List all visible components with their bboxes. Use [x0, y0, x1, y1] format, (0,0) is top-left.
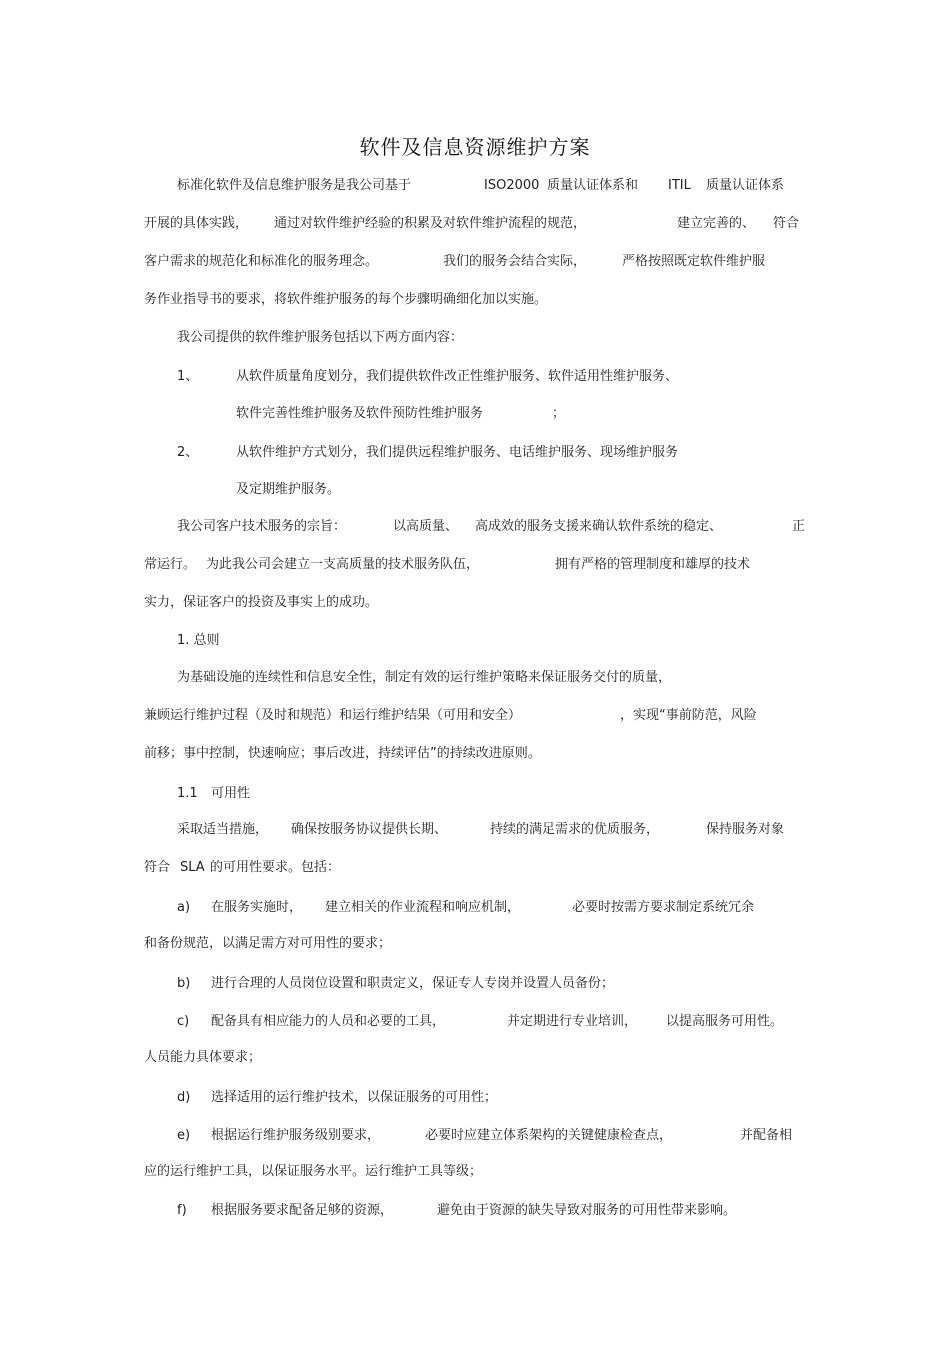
- intro-line1-part1: 标准化软件及信息维护服务是我公司基于: [177, 178, 412, 193]
- general-line2-part2: ，实现“事前防范，风险: [620, 708, 757, 723]
- item-d-label: d): [177, 1090, 191, 1105]
- intro-line1-iso: ISO2000: [484, 178, 540, 193]
- item-e-line2: 应的运行维护工具，以保证服务水平。运行维护工具等级；: [144, 1164, 483, 1179]
- item-e-line1-part3: 并配备相: [740, 1128, 793, 1143]
- availability-line1-part4: 保持服务对象: [706, 822, 785, 837]
- intro-line2-part1: 开展的具体实践，: [144, 216, 249, 231]
- services-item1-line2: 软件完善性维护服务及软件预防性维护服务: [236, 406, 484, 421]
- section-general-heading: 1. 总则: [177, 633, 220, 648]
- item-c-line1-part1: 配备具有相应能力的人员和必要的工具，: [211, 1014, 446, 1029]
- availability-line2-part2: 的可用性要求。包括：: [210, 860, 341, 875]
- intro-line2-part3: 建立完善的、: [677, 216, 756, 231]
- section-availability-heading: 可用性: [211, 786, 251, 801]
- intro-line1-itil: ITIL: [668, 178, 691, 193]
- intro-line1-part2: 质量认证体系和: [547, 178, 639, 193]
- intro-line1-part3: 质量认证体系: [706, 178, 785, 193]
- services-item2-number: 2、: [177, 445, 199, 460]
- item-a-line1-part2: 建立相关的作业流程和响应机制，: [325, 900, 521, 915]
- availability-line2-part1: 符合: [144, 860, 171, 875]
- services-item1-line1: 从软件质量角度划分，我们提供软件改正性维护服务、软件适用性维护服务、: [236, 369, 679, 384]
- item-b-label: b): [177, 976, 191, 991]
- item-c-line1-part2: 并定期进行专业培训，: [507, 1014, 638, 1029]
- item-f-line1-part1: 根据服务要求配备足够的资源，: [211, 1203, 394, 1218]
- item-a-label: a): [177, 900, 191, 915]
- services-item2-line1: 从软件维护方式划分，我们提供远程维护服务、电话维护服务、现场维护服务: [236, 445, 679, 460]
- section-availability-number: 1.1: [177, 786, 198, 801]
- services-intro: 我公司提供的软件维护服务包括以下两方面内容：: [177, 330, 464, 345]
- purpose-line1-part4: 正: [792, 519, 806, 534]
- general-line2-part1: 兼顾运行维护过程（及时和规范）和运行维护结果（可用和安全）: [144, 708, 522, 723]
- item-f-line1-part2: 避免由于资源的缺失导致对服务的可用性带来影响。: [437, 1203, 737, 1218]
- purpose-line1-part2: 以高质量、: [393, 519, 459, 534]
- item-e-line1-part1: 根据运行维护服务级别要求，: [211, 1128, 381, 1143]
- item-f-label: f): [177, 1203, 187, 1218]
- item-a-line1-part1: 在服务实施时，: [211, 900, 303, 915]
- services-item1-number: 1、: [177, 369, 199, 384]
- general-line1: 为基础设施的连续性和信息安全性，制定有效的运行维护策略来保证服务交付的质量，: [177, 670, 672, 685]
- item-b-line1: 进行合理的人员岗位设置和职责定义，保证专人专岗并设置人员备份；: [211, 976, 615, 991]
- purpose-line1-part1: 我公司客户技术服务的宗旨：: [177, 519, 347, 534]
- purpose-line3: 实力，保证客户的投资及事实上的成功。: [144, 595, 379, 610]
- purpose-line2-part3: 拥有严格的管理制度和雄厚的技术: [555, 557, 751, 572]
- item-a-line1-part3: 必要时按需方要求制定系统冗余: [572, 900, 755, 915]
- availability-line1-part3: 持续的满足需求的优质服务，: [490, 822, 660, 837]
- services-item1-end: ；: [552, 406, 566, 421]
- intro-line2-part2: 通过对软件维护经验的积累及对软件维护流程的规范，: [274, 216, 587, 231]
- availability-line2-sla: SLA: [180, 860, 205, 875]
- item-c-label: c): [177, 1014, 190, 1029]
- item-a-line2: 和备份规范，以满足需方对可用性的要求；: [144, 936, 392, 951]
- intro-line2-part4: 符合: [773, 216, 800, 231]
- intro-line3-part1: 客户需求的规范化和标准化的服务理念。: [144, 254, 379, 269]
- intro-line4: 务作业指导书的要求，将软件维护服务的每个步骤明确细化加以实施。: [144, 292, 548, 307]
- services-item2-line2: 及定期维护服务。: [236, 482, 341, 497]
- availability-line1-part2: 确保按服务协议提供长期、: [291, 822, 448, 837]
- item-e-line1-part2: 必要时应建立体系架构的关键健康检查点，: [425, 1128, 673, 1143]
- purpose-line2-part1: 常运行。: [144, 557, 197, 572]
- item-c-line2: 人员能力具体要求；: [144, 1050, 262, 1065]
- document-title: 软件及信息资源维护方案: [359, 135, 591, 159]
- purpose-line1-part3: 高成效的服务支援来确认软件系统的稳定、: [475, 519, 723, 534]
- purpose-line2-part2: 为此我公司会建立一支高质量的技术服务队伍，: [206, 557, 480, 572]
- availability-line1-part1: 采取适当措施，: [177, 822, 269, 837]
- intro-line3-part2: 我们的服务会结合实际，: [443, 254, 587, 269]
- item-e-label: e): [177, 1128, 191, 1143]
- item-c-line1-part3: 以提高服务可用性。: [666, 1014, 784, 1029]
- intro-line3-part3: 严格按照既定软件维护服: [622, 254, 766, 269]
- item-d-line1: 选择适用的运行维护技术，以保证服务的可用性；: [211, 1090, 498, 1105]
- general-line3: 前移；事中控制，快速响应；事后改进，持续评估”的持续改进原则。: [144, 746, 541, 761]
